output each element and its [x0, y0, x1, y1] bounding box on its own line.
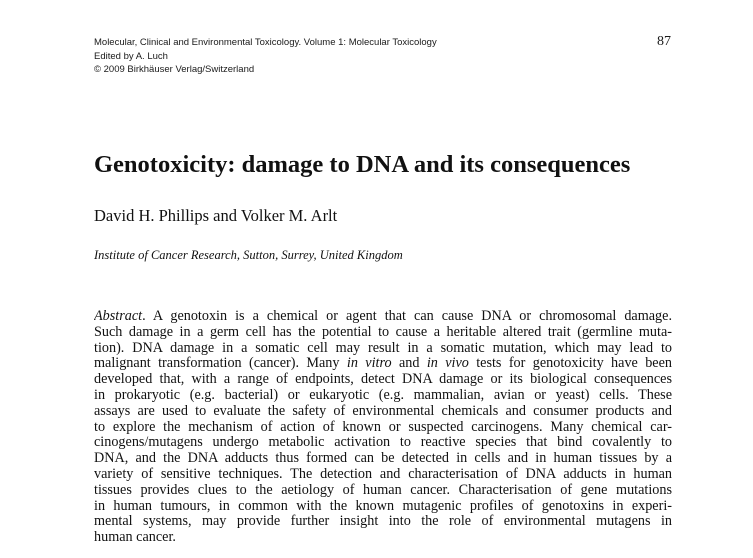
abstract-line: to explore the mechanism of action of known or suspected carcinogens. Many chemical car- [94, 419, 672, 435]
italic-term-in-vitro: in vitro [346, 356, 392, 372]
abstract-line: developed that, with a range of endpoints, detect DNA damage or its biological consequences [94, 372, 672, 388]
abstract-line: cinogens/mutagens undergo metabolic activation to reactive species that bind covalently to [94, 435, 672, 451]
page-number: 87 [657, 34, 671, 49]
running-header [94, 36, 674, 77]
abstract-line: DNA, and the DNA adducts thus formed can be detected in cells and in human tissues by a [94, 451, 672, 467]
abstract-line: tion). DNA damage in a somatic cell may result in a somatic mutation, which may lead to [94, 340, 672, 356]
article-authors: David H. Phillips and Volker M. Arlt [94, 206, 338, 225]
author-affiliation: Institute of Cancer Research, Sutton, Surrey, United Kingdom [94, 248, 403, 262]
copyright-line: © 2009 Birkhäuser Verlag/Switzerland [94, 64, 255, 75]
abstract-line: human cancer. [94, 530, 176, 546]
abstract-line: tissues provides clues to the aetiology of human cancer. Characterisation of gene mutations [94, 482, 672, 498]
abstract-line: assays are used to evaluate the safety of environmental chemicals and consumer products and [94, 403, 672, 419]
series-title: Molecular, Clinical and Environmental Toxicology. Volume 1: Molecular Toxicology [94, 37, 437, 48]
abstract-line: variety of sensitive techniques. The detection and characterisation of DNA adducts in human [94, 466, 672, 482]
abstract-line: Abstract. A genotoxin is a chemical or agent that can cause DNA or chromosomal damage. [94, 309, 672, 324]
abstract-line: mental systems, may provide further insight into the role of environmental mutagens in [94, 514, 672, 530]
abstract-line: Such damage in a germ cell has the potential to cause a heritable altered trait (germline muta- [94, 324, 672, 340]
abstract-label: Abstract [94, 309, 143, 324]
abstract-line: in prokaryotic (e.g. bacterial) or eukaryotic (e.g. mammalian, avian or yeast) cells. These [94, 387, 672, 403]
abstract-line: in human tumours, in common with the known mutagenic profiles of genotoxins in experi- [94, 498, 672, 514]
italic-term-in-vivo: in vivo [426, 356, 469, 372]
article-title: Genotoxicity: damage to DNA and its consequences [94, 151, 631, 178]
abstract [94, 309, 674, 546]
abstract-line: malignant transformation (cancer). Many in vitro and in vivo tests for genotoxicity have been [94, 356, 672, 372]
editor-line: Edited by A. Luch [94, 50, 168, 62]
